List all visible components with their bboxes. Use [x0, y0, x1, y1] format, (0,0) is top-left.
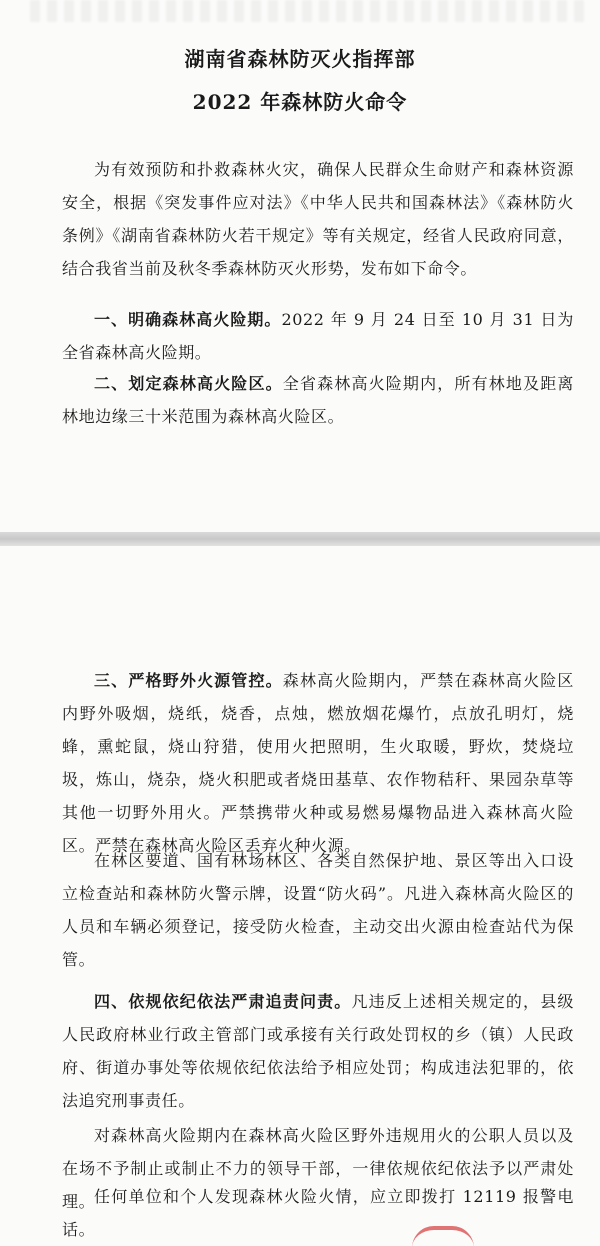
section-3-text: 森林高火险期内，严禁在森林高火险区内野外吸烟，烧纸，烧香，点烛，燃放烟花爆竹，点放孔明灯，烧蜂，熏蛇鼠，烧山狩猎，使用火把照明，生火取暖，野炊，焚烧垃圾，炼山，烧杂，烧火积肥或者烧田基草、农作物秸秆、果园杂草等其他一切野外用火。严禁携带火种或易燃易爆物品进入森林高火险区。严禁在森林高火险区丢弃火种火源。	[62, 671, 574, 855]
section-4-text: 凡违反上述相关规定的，县级人民政府林业行政主管部门或承接有关行政处罚权的乡（镇）人民政府、街道办事处等依规依纪依法给予相应处罚；构成违法犯罪的，依法追究刑事责任。	[62, 992, 574, 1110]
section-3-paragraph-2: 在林区要道、国有林场林区、各类自然保护地、景区等出入口设立检查站和森林防火警示牌，设置“防火码”。凡进入森林高火险区的人员和车辆必须登记，接受防火检查，主动交出火源由检查站代为保管。	[62, 851, 574, 969]
document-page-2	[0, 546, 600, 1246]
section-1-heading: 一、明确森林高火险期。	[94, 310, 282, 329]
page-separator	[0, 532, 600, 546]
document-title-line-1: 湖南省森林防灭火指挥部	[184, 47, 416, 71]
show-through-text	[30, 0, 590, 22]
section-3-heading: 三、严格野外火源管控。	[94, 671, 283, 690]
section-2-paragraph	[62, 367, 574, 433]
section-4-paragraph	[62, 985, 574, 1117]
section-3-paragraph	[62, 664, 574, 862]
section-2-heading: 二、划定森林高火险区。	[94, 374, 283, 393]
section-1-paragraph	[62, 303, 574, 369]
section-2-text: 全省森林高火险期内，所有林地及距离林地边缘三十米范围为森林高火险区。	[62, 374, 574, 426]
section-1-text: 2022 年 9 月 24 日至 10 月 31 日为全省森林高火险期。	[62, 310, 575, 362]
document-page-1	[0, 0, 600, 532]
section-4-paragraph-2: 对森林高火险期内在森林高火险区野外违规用火的公职人员以及在场不予制止或制止不力的领导干部，一律依规依纪依法予以严肃处理。	[62, 1126, 574, 1211]
preamble-paragraph: 为有效预防和扑救森林火灾，确保人民群众生命财产和森林资源安全，根据《突发事件应对法》《中华人民共和国森林法》《森林防火条例》《湖南省森林防火若干规定》等有关规定，经省人民政府同意，结合我省当前及秋冬季森林防灭火形势，发布如下命令。	[62, 160, 574, 278]
closing-paragraph: 任何单位和个人发现森林火险火情，应立即拨打 12119 报警电话。	[62, 1187, 574, 1239]
section-4-heading: 四、依规依纪依法严肃追责问责。	[94, 992, 352, 1011]
document-title-line-2: 2022 年森林防火命令	[192, 90, 408, 114]
